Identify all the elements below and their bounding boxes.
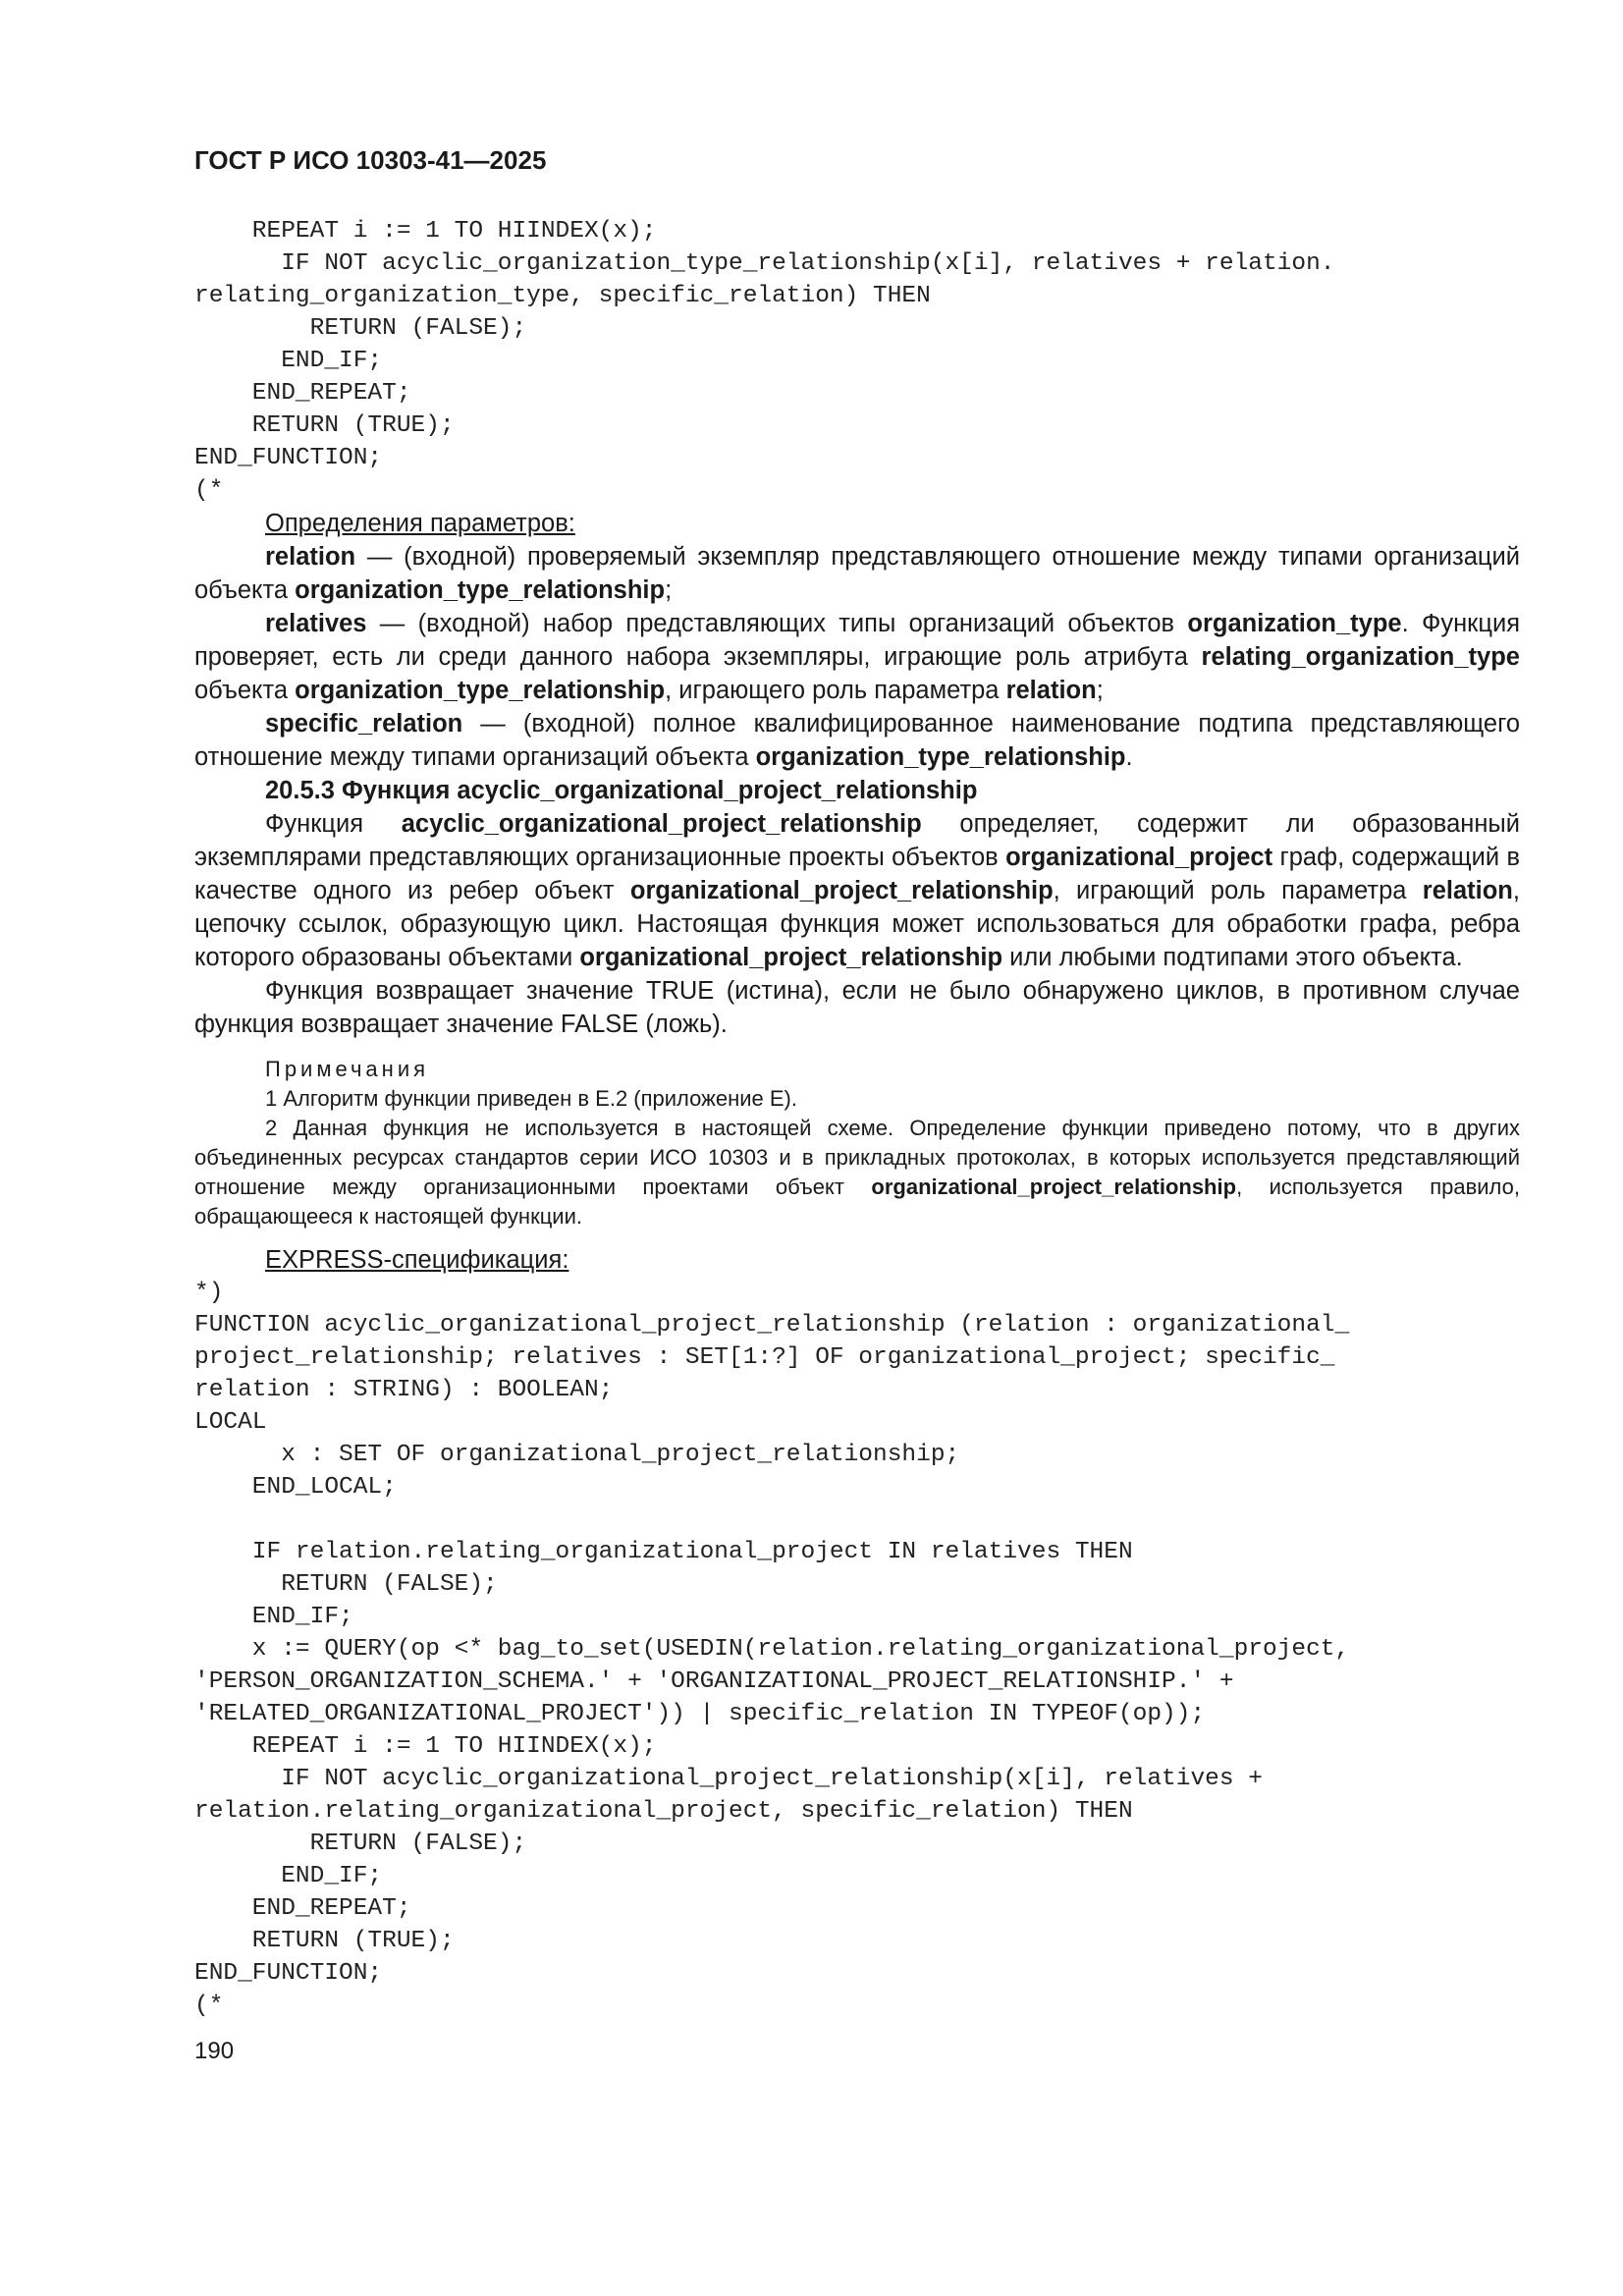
code-line: END_FUNCTION; <box>194 445 383 471</box>
code-line: relation : STRING) : BOOLEAN; <box>194 1377 614 1403</box>
notes-heading: Примечания <box>265 1057 430 1081</box>
param-defs-heading: Определения параметров: <box>265 510 575 537</box>
code-line: END_FUNCTION; <box>194 1960 383 1987</box>
code-line: RETURN (FALSE); <box>194 1571 498 1598</box>
code-line: END_REPEAT; <box>194 1895 411 1922</box>
param-specific-relation: specific_relation — (входной) полное квалифицированное наименование подтипа представляющего отношение между типами организаций объекта organization_type_relationship. <box>194 710 1520 771</box>
code-line: relating_organization_type, specific_relation) THEN <box>194 283 931 309</box>
code-line: IF relation.relating_organizational_project IN relatives THEN <box>194 1539 1133 1565</box>
code-line: REPEAT i := 1 TO HIINDEX(x); <box>194 218 657 245</box>
code-line: END_LOCAL; <box>194 1474 397 1501</box>
page-number: 190 <box>194 2038 235 2064</box>
document-page <box>194 145 1520 2065</box>
param-relatives: relatives — (входной) набор представляющих типы организаций объектов organization_type. Функция проверяет, есть ли среди данного набора экземпляры, играющие роль атрибута relating_organization_type объекта organization_type_relationship, играющего роль параметра relation; <box>194 610 1521 704</box>
section-title: 20.5.3 Функция acyclic_organizational_project_relationship <box>265 777 978 804</box>
code-line: project_relationship; relatives : SET[1:?] OF organizational_project; specific_ <box>194 1344 1335 1371</box>
code-line: IF NOT acyclic_organizational_project_relationship(x[i], relatives + <box>194 1766 1263 1792</box>
code-line: 'PERSON_ORGANIZATION_SCHEMA.' + 'ORGANIZATIONAL_PROJECT_RELATIONSHIP.' + <box>194 1668 1234 1695</box>
document-header: ГОСТ Р ИСО 10303-41—2025 <box>194 145 547 175</box>
note-1: 1 Алгоритм функции приведен в Е.2 (приложение Е). <box>265 1086 797 1111</box>
section-paragraph-1: Функция acyclic_organizational_project_relationship определяет, содержит ли образованный экземплярами представляющих организационные проекты объектов organizational_project граф, содержащий в качестве одного из ребер объект organizational_project_relationship, играющий роль параметра relation, цепочку ссылок, образующую цикл. Настоящая функция может использоваться для обработки графа, ребра которого образованы объектами organizational_project_relationship или любыми подтипами этого объекта. <box>194 810 1520 971</box>
express-heading: EXPRESS-спецификация: <box>265 1246 569 1274</box>
code-block-top <box>194 215 1520 507</box>
code-line: END_REPEAT; <box>194 380 411 407</box>
code-line: IF NOT acyclic_organization_type_relationship(x[i], relatives + relation. <box>194 250 1335 277</box>
code-line: REPEAT i := 1 TO HIINDEX(x); <box>194 1733 657 1760</box>
code-line: relation.relating_organizational_project, specific_relation) THEN <box>194 1798 1133 1825</box>
code-line: END_IF; <box>194 348 383 374</box>
code-line: END_IF; <box>194 1604 353 1630</box>
note-2: 2 Данная функция не используется в настоящей схеме. Определение функции приведено потому, что в других объединенных ресурсах стандартов серии ИСО 10303 и в прикладных протоколах, в которых используется представляющий отношение между организационными проектами объект organizational_project_relationship, используется правило, обращающееся к настоящей функции. <box>194 1116 1520 1229</box>
code-line: (* <box>194 1993 224 2019</box>
code-line: FUNCTION acyclic_organizational_project_relationship (relation : organizational_ <box>194 1312 1350 1339</box>
code-line: (* <box>194 477 224 504</box>
code-line: LOCAL <box>194 1409 267 1436</box>
code-line: 'RELATED_ORGANIZATIONAL_PROJECT')) | specific_relation IN TYPEOF(op)); <box>194 1701 1206 1727</box>
code-block-bottom <box>194 1277 1520 2022</box>
code-line: RETURN (TRUE); <box>194 1928 455 1954</box>
param-relation: relation — (входной) проверяемый экземпляр представляющего отношение между типами организаций объекта organization_type_relationship; <box>194 543 1520 604</box>
code-line: RETURN (TRUE); <box>194 412 455 439</box>
code-line: RETURN (FALSE); <box>194 315 527 342</box>
code-line: END_IF; <box>194 1863 383 1889</box>
code-line: x := QUERY(op <* bag_to_set(USEDIN(relation.relating_organizational_project, <box>194 1636 1350 1663</box>
section-paragraph-2: Функция возвращает значение TRUE (истина), если не было обнаружено циклов, в противном случае функция возвращает значение FALSE (ложь). <box>194 977 1520 1038</box>
code-line: RETURN (FALSE); <box>194 1831 527 1857</box>
code-line: x : SET OF organizational_project_relationship; <box>194 1442 960 1468</box>
code-line <box>194 1503 1520 1536</box>
code-line: *) <box>194 1280 224 1306</box>
